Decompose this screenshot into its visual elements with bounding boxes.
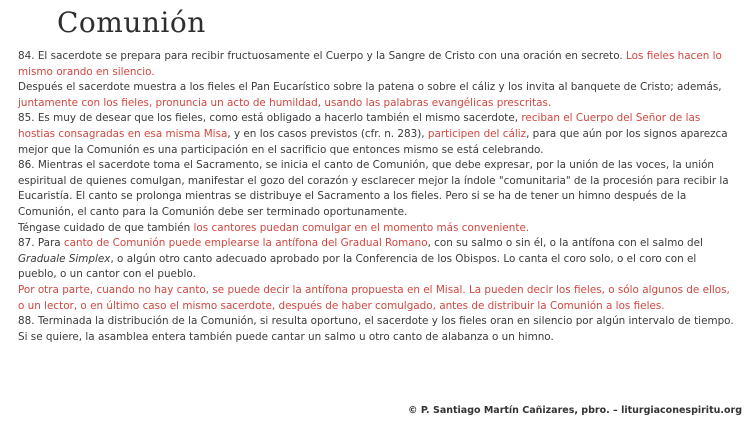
body-text: 86. Mientras el sacerdote toma el Sacramento, se inicia el canto de Comunión, que debe expresar, por la unión de las voces, la unión espiritual de quienes comulgan, manifestar el gozo del corazón y esclarecer mejor la índole "comunitaria" de la procesión para recibir la Eucaristía. El canto se prolonga mientras se distribuye el Sacramento a los fieles. Pero si se ha de tener un himno después de la Comunión, el canto para la Comunión debe ser terminado oportunamente. <box>18 159 729 218</box>
page-title: Comunión <box>57 6 206 39</box>
paragraph <box>18 236 736 283</box>
body-text: , o algún otro canto adecuado aprobado por la Conferencia de los Obispos. Lo canta el coro solo, o el coro con el pueblo, o un cantor con el pueblo. <box>18 252 697 281</box>
body-text: , para que aún por los signos aparezca mejor que la Comunión es una participación en el sacrificio que entonces mismo se está celebrando. <box>18 127 728 156</box>
body-text: 84. El sacerdote se prepara para recibir fructuosamente el Cuerpo y la Sangre de Cristo con una oración en secreto. <box>18 50 627 62</box>
copyright-footer: © P. Santiago Martín Cañizares, pbro. – liturgiaconespiritu.org <box>408 405 742 416</box>
paragraph <box>18 158 736 220</box>
paragraph <box>18 49 736 80</box>
highlighted-text: juntamente con los fieles, pronuncia un acto de humildad, usando las palabras evangélicas prescritas. <box>18 96 552 109</box>
body-text: , y en los casos previstos (cfr. n. 283), <box>227 127 428 140</box>
paragraph <box>18 221 736 237</box>
highlighted-text: los cantores puedan comulgar en el momento más conveniente. <box>193 221 530 234</box>
document-body <box>18 49 736 345</box>
paragraph <box>18 111 736 158</box>
body-text: 88. Terminada la distribución de la Comunión, si resulta oportuno, el sacerdote y los fieles oran en silencio por algún intervalo de tiempo. Si se quiere, la asamblea entera también puede cantar un salmo u otro canto de alabanza o un himno. <box>18 315 734 343</box>
body-text: Téngase cuidado de que también <box>18 221 194 234</box>
paragraph <box>18 80 736 111</box>
body-text: 87. Para <box>18 237 64 250</box>
paragraph <box>18 283 736 314</box>
highlighted-text: participen del cáliz <box>427 127 527 140</box>
body-text: Después el sacerdote muestra a los fieles el Pan Eucarístico sobre la patena o sobre el cáliz y los invita al banquete de Cristo; además, <box>18 81 722 94</box>
body-text: Graduale Simplex <box>18 252 111 265</box>
highlighted-text: reciban el Cuerpo del Señor de las hostias consagradas en esa misma Misa <box>18 112 701 140</box>
highlighted-text: Por otra parte, cuando no hay canto, se puede decir la antífona propuesta en el Misal. La pueden decir los fieles, o sólo algunos de ellos, o un lector, o en último caso el mismo sacerdote, después de haber comulgado, antes de distribuir la Comunión a los fieles. <box>18 283 730 312</box>
highlighted-text: canto de Comunión puede emplearse la antífona del Gradual Romano <box>63 237 428 250</box>
body-text: , con su salmo o sin él, o la antífona con el salmo del <box>427 237 703 250</box>
body-text: 85. Es muy de desear que los fieles, como está obligado a hacerlo también el mismo sacerdote, <box>18 112 522 125</box>
paragraph <box>18 314 736 345</box>
highlighted-text: Los fieles hacen lo mismo orando en silencio. <box>18 50 722 78</box>
